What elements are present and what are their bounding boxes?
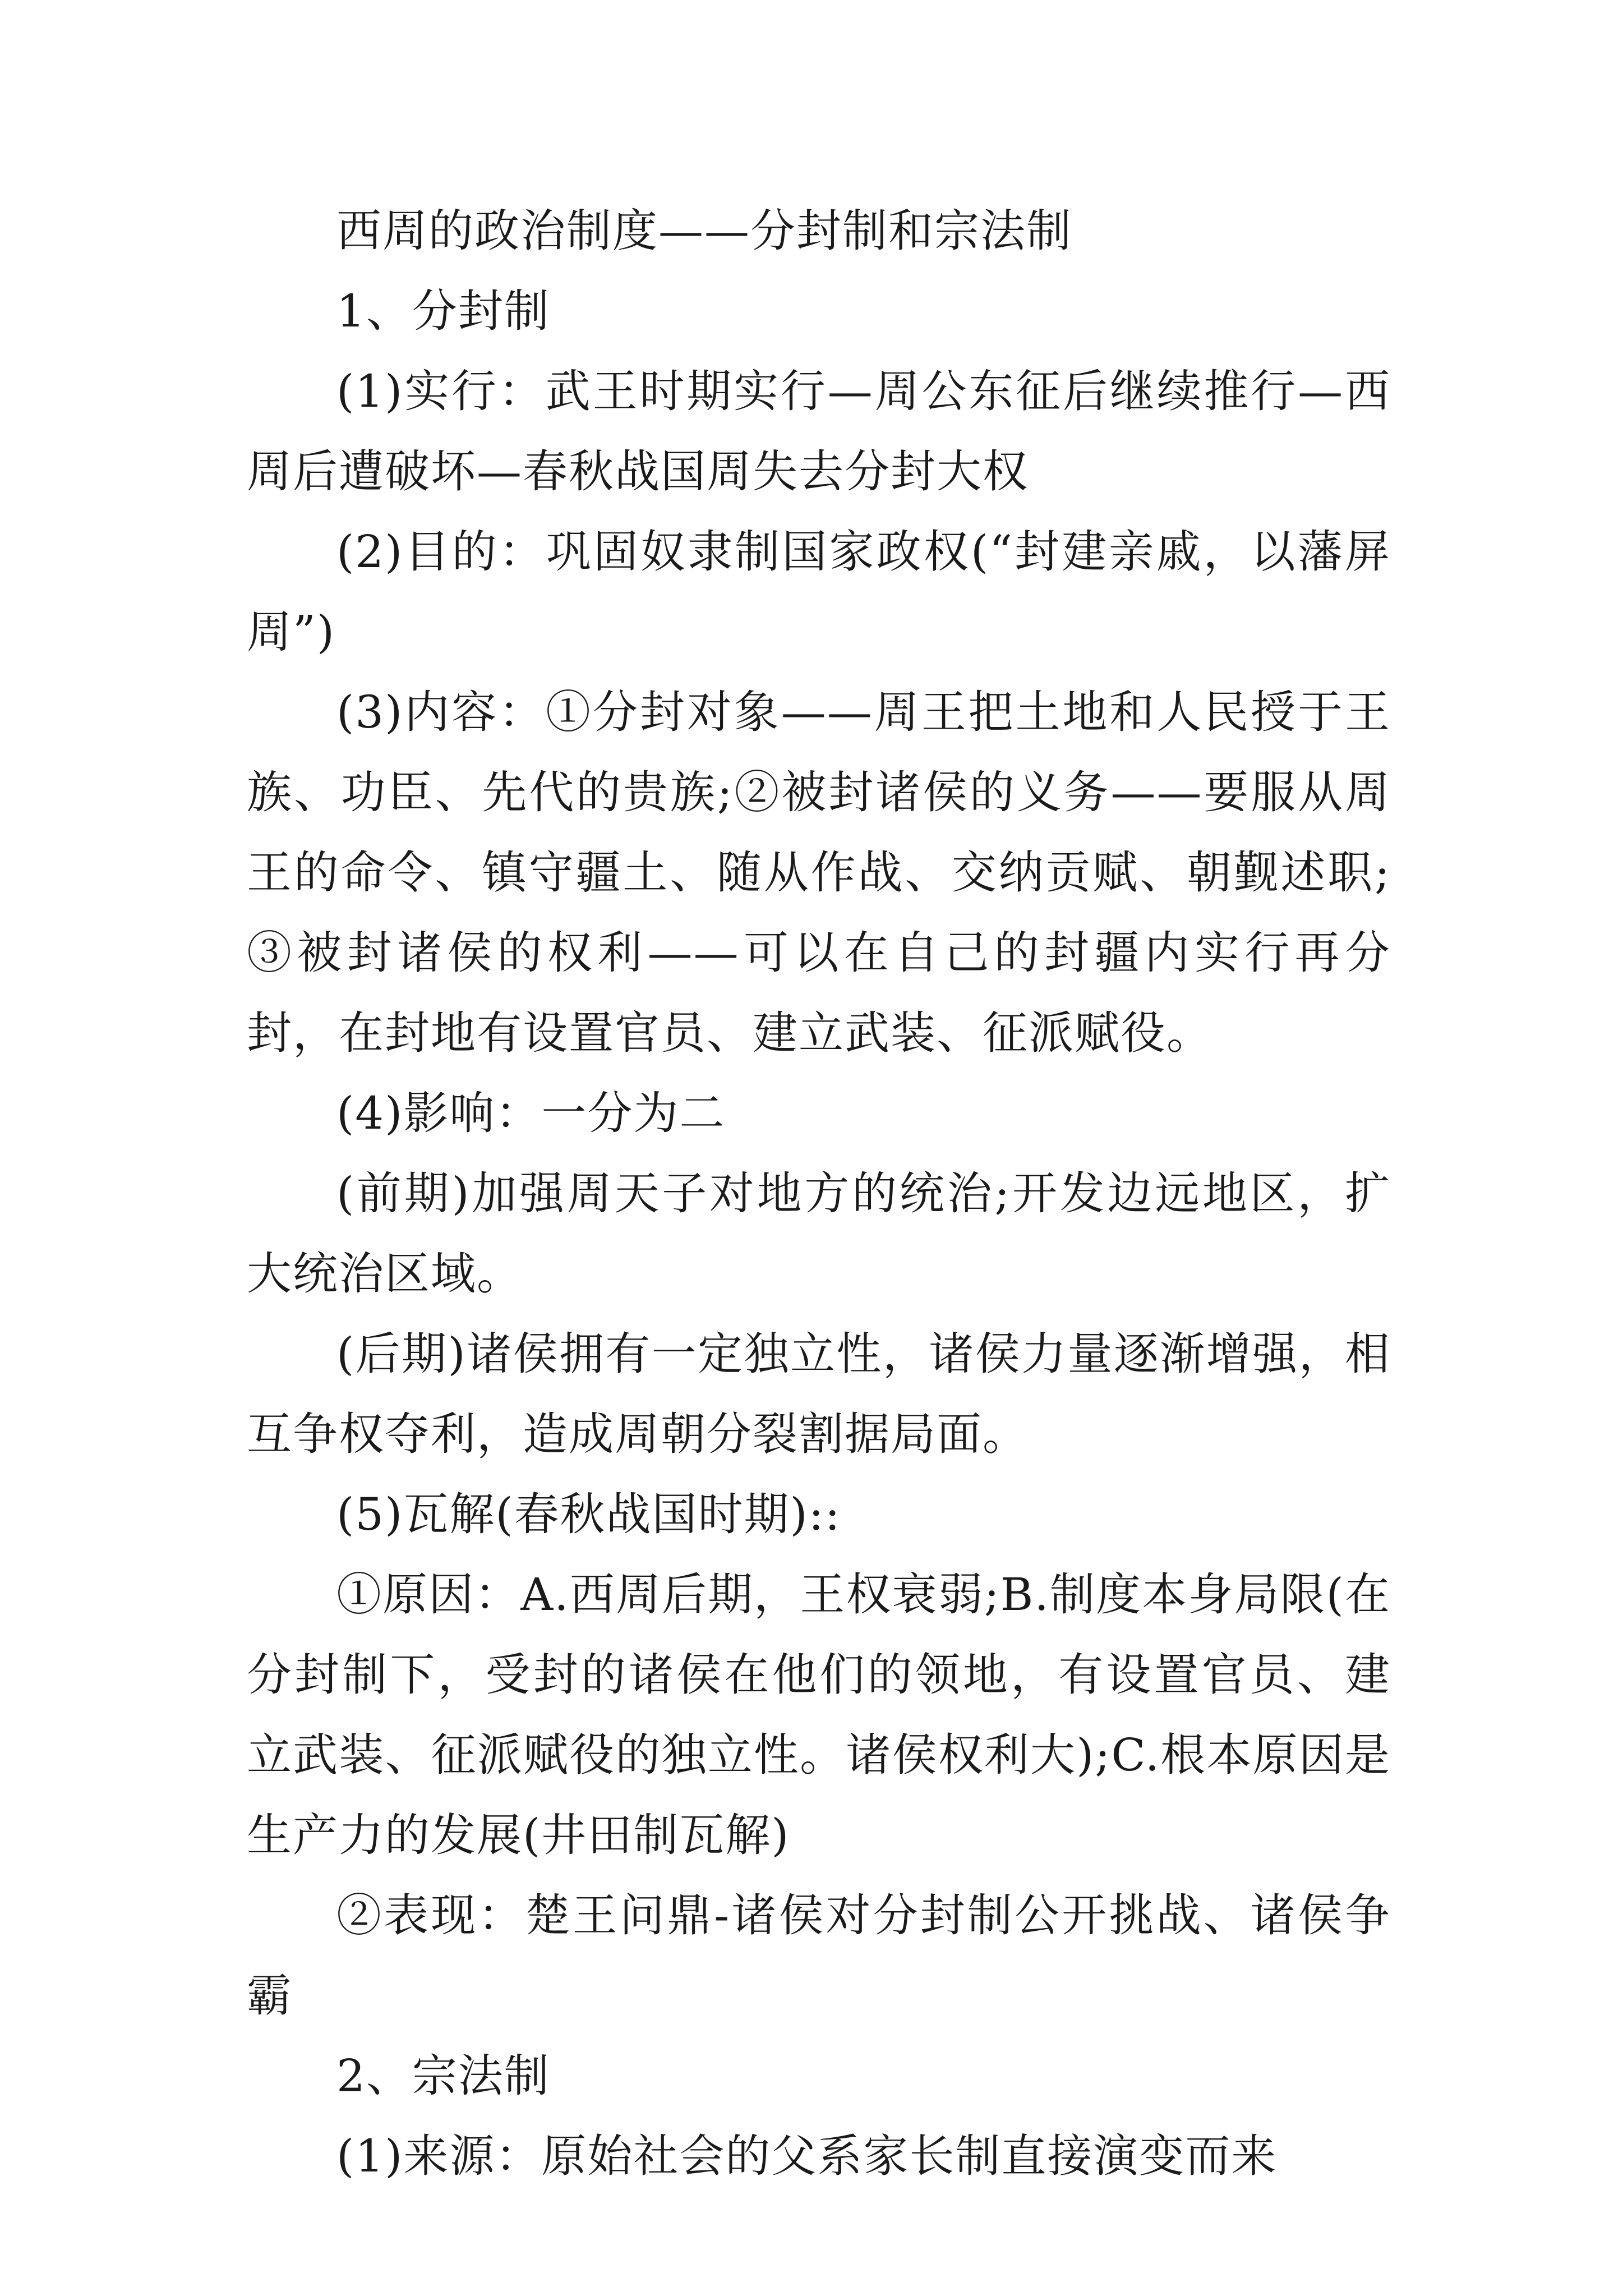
- paragraph-collapse: (5)瓦解(春秋战国时期)::: [336, 1488, 841, 1540]
- paragraph-origin: (1)来源：原始社会的父系家长制直接演变而来: [336, 2130, 1278, 2182]
- paragraph-influence: (4)影响：一分为二: [336, 1087, 726, 1139]
- paragraph-early-period: (前期)加强周天子对地方的统治;开发边远地区，扩大统治区域。: [247, 1167, 1391, 1300]
- paragraph-manifestation: ②表现：楚王问鼎-诸侯对分封制公开挑战、诸侯争霸: [247, 1889, 1391, 2022]
- paragraph-content: (3)内容：①分封对象——周王把土地和人民授于王族、功臣、先代的贵族;②被封诸侯的义务——要服从周王的命令、镇守疆土、随从作战、交纳贡赋、朝觐述职;③被封诸侯的权利——可以在自己的封疆内实行再分封，在封地有设置官员、建立武装、征派赋役。: [247, 686, 1391, 1059]
- paragraph-implementation: (1)实行：武王时期实行—周公东征后继续推行—西周后遭破坏—春秋战国周失去分封大权: [247, 365, 1391, 498]
- section-heading-zongfazhi: 2、宗法制: [336, 2050, 550, 2102]
- section-heading-fenfengzhi: 1、分封制: [336, 285, 550, 337]
- paragraph-purpose: (2)目的：巩固奴隶制国家政权(“封建亲戚，以藩屏周”): [247, 526, 1391, 658]
- document-title: 西周的政治制度——分封制和宗法制: [336, 205, 1072, 257]
- paragraph-causes: ①原因：A.西周后期，王权衰弱;B.制度本身局限(在分封制下，受封的诸侯在他们的领地，有设置官员、建立武装、征派赋役的独立性。诸侯权利大);C.根本原因是生产力的发展(井田制瓦解): [247, 1568, 1391, 1861]
- document-body: [247, 191, 1391, 2196]
- paragraph-late-period: (后期)诸侯拥有一定独立性，诸侯力量逐渐增强，相互争权夺利，造成周朝分裂割据局面。: [247, 1328, 1391, 1460]
